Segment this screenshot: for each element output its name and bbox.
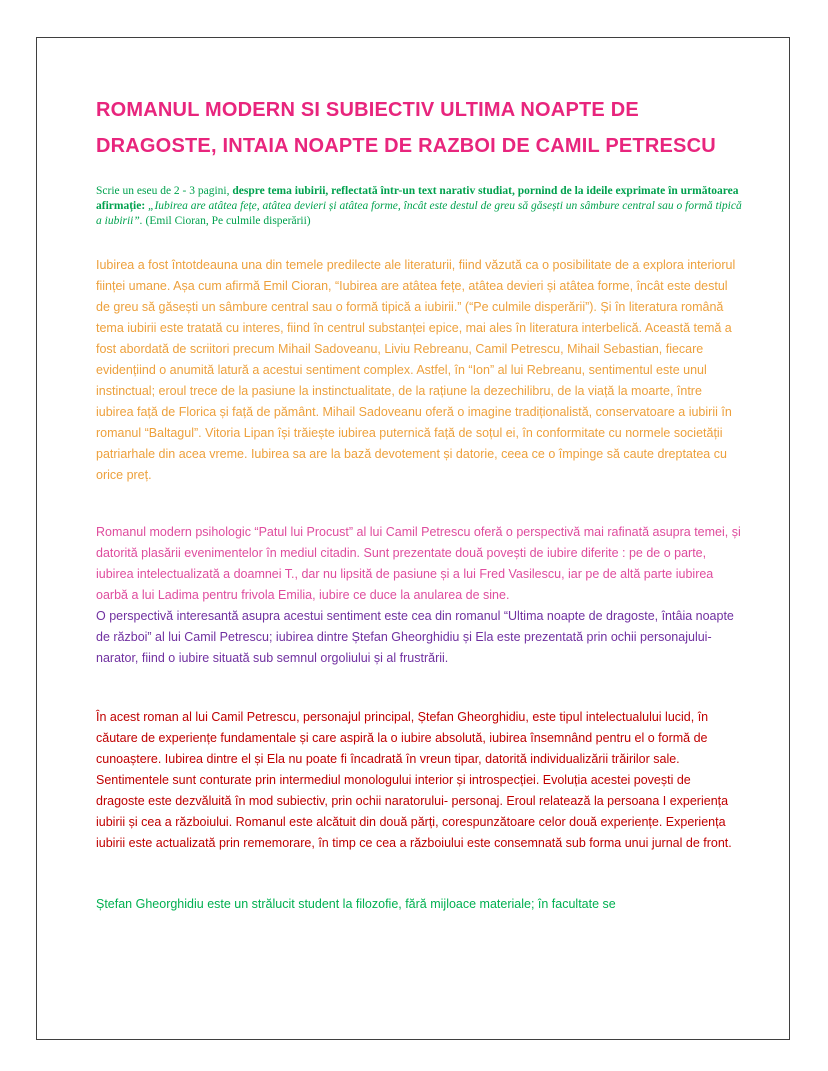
paragraph-closing-line: Ștefan Gheorghidiu este un strălucit student la filozofie, fără mijloace materiale; în facultate se	[96, 897, 616, 911]
document-content	[96, 92, 742, 915]
prompt-source: (Emil Cioran, Pe culmile disperării)	[142, 215, 311, 227]
paragraph-stefan-gheorghidiu: În acest roman al lui Camil Petrescu, personajul principal, Ștefan Gheorghidiu, este tipul intelectualului lucid, în căutare de experiențe fundamentale și care aspiră la o iubire absolută, iubirea însemnând pentru el o formă de cunoaștere. Iubirea dintre el și Ela nu poate fi încadrată în vreun tipar, datorită individualizării trăirilor sale. Sentimentele sunt conturate prin intermediul monologului interior și introspecției. Evoluția acestei povești de dragoste este dezvăluită în mod subiectiv, prin ochii naratorului- personaj. Eroul relatează la persoana I experiența iubirii și cea a războiului. Romanul este alcătuit din două părți, corespunzătoare celor două experiențe. Experiența iubirii este actualizată prin rememorare, în timp ce cea a războiului este consemnată sub forma unui jurnal de front.	[96, 710, 732, 850]
prompt-lead: Scrie un eseu de 2 - 3 pagini,	[96, 185, 233, 197]
page-title: ROMANUL MODERN SI SUBIECTIV ULTIMA NOAPTE DE DRAGOSTE, INTAIA NOAPTE DE RAZBOI DE CAMIL PETRESCU	[96, 99, 716, 157]
prompt-quote: „Iubirea are atâtea fețe, atâtea devieri și atâtea forme, încât este destul de greu să găsești un sâmbure central sau o formă tipică a iubirii”.	[96, 200, 742, 227]
paragraph-patul-lui-procust: Romanul modern psihologic “Patul lui Procust” al lui Camil Petrescu oferă o perspectivă mai rafinată asupra temei, și datorită plasării evenimentelor în mediul citadin. Sunt prezentate două povești de iubire diferite : pe de o parte, iubirea intelectualizată a doamnei T., dar nu lipsită de pasiune și a lui Fred Vasilescu, iar pe de altă parte iubirea oarbă a lui Ladima pentru frivola Emilia, iubire ce duce la anularea de sine.	[96, 525, 741, 602]
paragraph-ultima-noapte-intro: O perspectivă interesantă asupra acestui sentiment este cea din romanul “Ultima noapte de dragoste, întâia noapte de război” al lui Camil Petrescu; iubirea dintre Ștefan Gheorghidiu și Ela este prezentată prin ochii personajului- narator, fiind o iubire situată sub semnul orgoliului și al frustrării.	[96, 609, 734, 665]
essay-prompt	[96, 184, 742, 229]
paragraph-intro-literatura: Iubirea a fost întotdeauna una din temele predilecte ale literaturii, fiind văzută ca o posibilitate de a explora interiorul ființei umane. Așa cum afirmă Emil Cioran, “Iubirea are atâtea fețe, atâtea devieri și atâtea forme, încât este destul de greu să găsești un sâmbure central sau o formă tipică a iubirii.” (“Pe culmile disperării”). Și în literatura română tema iubirii este tratată cu interes, fiind în centrul substanței epice, mai ales în literatura interbelică. Această temă a fost abordată de scriitori precum Mihail Sadoveanu, Liviu Rebreanu, Camil Petrescu, Mihail Sebastian, fiecare evidențiind o anumită latură a acestui sentiment complex. Astfel, în “Ion” al lui Rebreanu, sentimentul este unul instinctual; eroul trece de la pasiune la instinctualitate, de la rațiune la dezechilibru, de la viață la moarte, între iubirea față de Florica și față de pământ. Mihail Sadoveanu oferă o imagine tradiționalistă, conservatoare a iubirii în romanul “Baltagul”. Vitoria Lipan își trăiește iubirea puternică față de soțul ei, în conformitate cu normele societății patriarhale din acea vreme. Iubirea sa are la bază devotement și datorie, ceea ce o împinge să caute dreptatea cu orice preț.	[96, 258, 736, 482]
document-page	[36, 37, 790, 1040]
prompt-requirement: despre tema iubirii, reflectată într-un text narativ studiat, pornind de la ideile exprimate în următoarea afirmație:	[96, 185, 739, 212]
